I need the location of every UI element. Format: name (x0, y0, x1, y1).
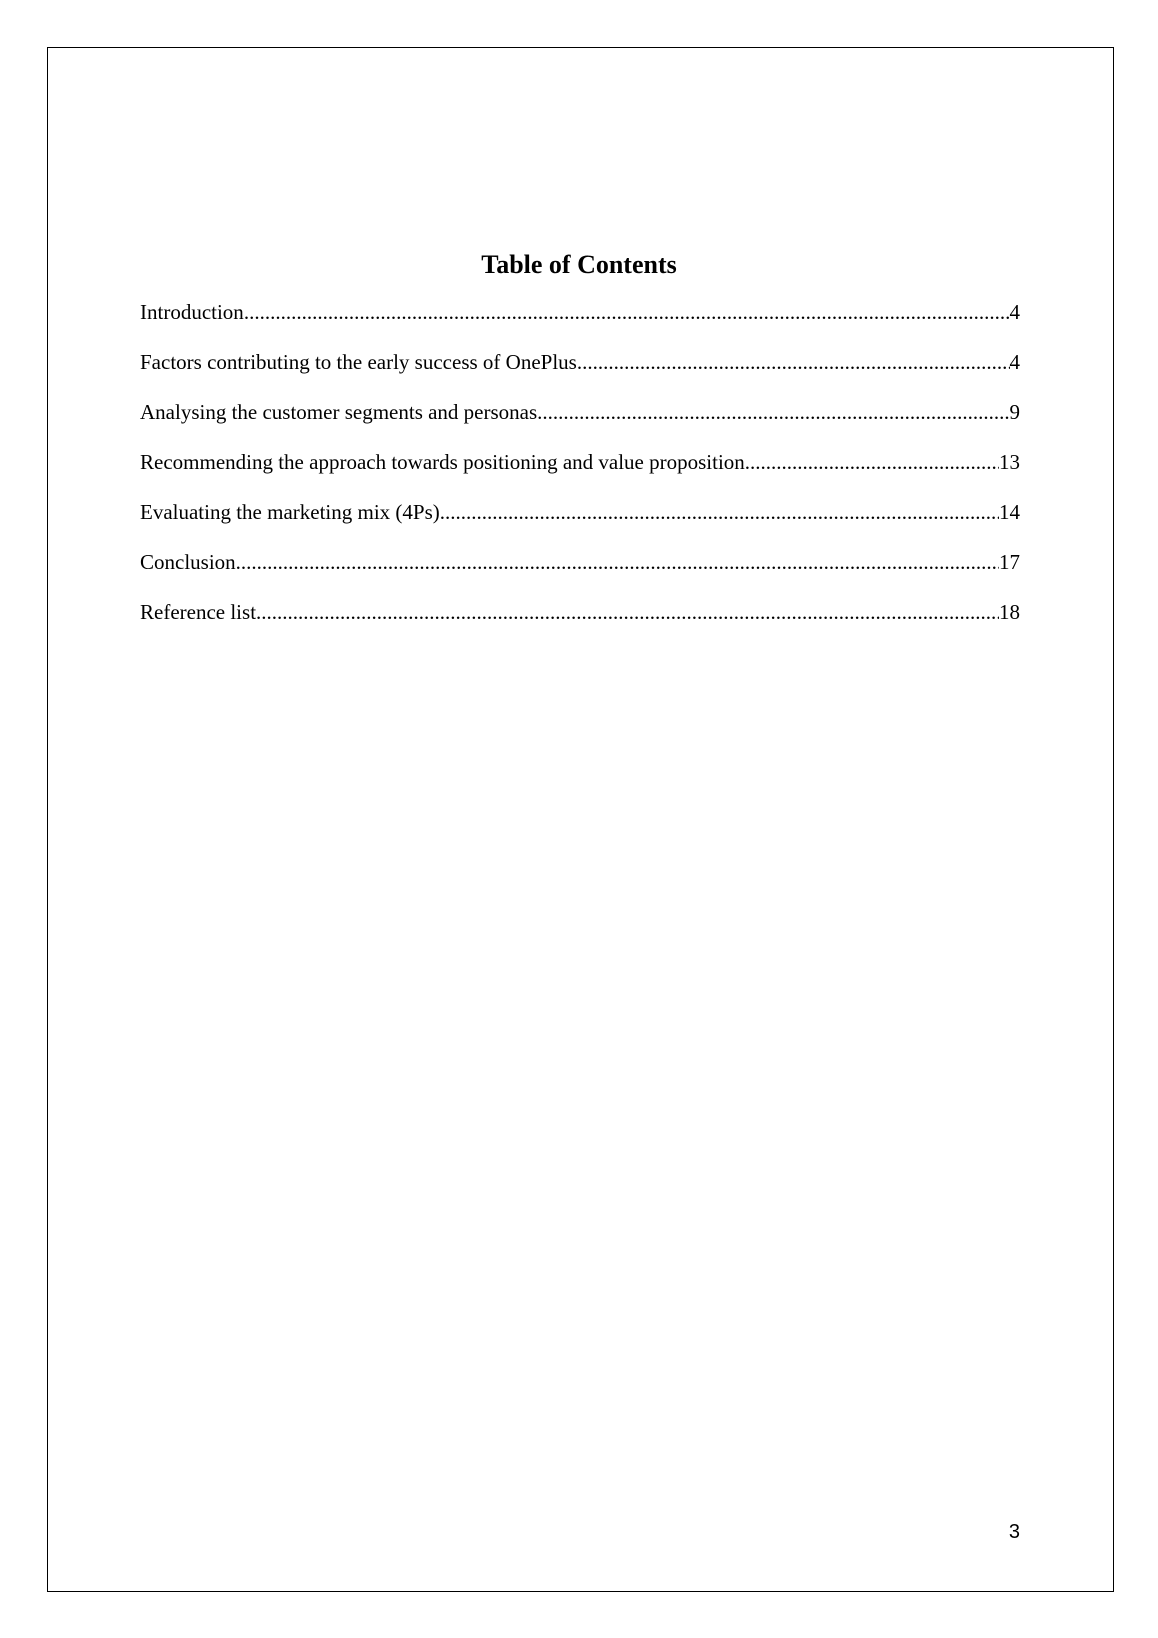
toc-entry-introduction[interactable] (140, 297, 1020, 347)
toc-dot-leader (256, 597, 999, 627)
toc-entry-text: Reference list (140, 600, 257, 624)
toc-entry-reference-list[interactable] (140, 597, 1020, 647)
toc-entry-page: 18 (999, 600, 1020, 624)
toc-entry-text: Recommending the approach towards positioning and value proposition (140, 450, 745, 474)
toc-dot-leader (537, 397, 1009, 427)
page-number: 3 (1008, 1521, 1020, 1543)
toc-entry-page: 14 (999, 500, 1020, 524)
toc-entry-text: Factors contributing to the early success of OnePlus (140, 350, 577, 374)
toc-entry-page: 4 (1009, 350, 1020, 374)
toc-dot-leader (236, 547, 999, 577)
toc-list (140, 297, 1020, 647)
toc-entry-customer-segments[interactable] (140, 397, 1020, 447)
toc-entry-factors[interactable] (140, 347, 1020, 397)
toc-entry-page: 9 (1009, 400, 1020, 424)
toc-title: Table of Contents (481, 250, 677, 279)
toc-dot-leader (244, 297, 1010, 327)
toc-entry-text: Introduction (140, 300, 244, 324)
toc-dot-leader (440, 497, 999, 527)
toc-entry-page: 4 (1009, 300, 1020, 324)
toc-entry-marketing-mix[interactable] (140, 497, 1020, 547)
toc-entry-page: 17 (999, 550, 1020, 574)
toc-entry-positioning[interactable] (140, 447, 1020, 497)
toc-entry-text: Evaluating the marketing mix (4Ps) (140, 500, 440, 524)
toc-dot-leader (745, 447, 999, 477)
toc-entry-conclusion[interactable] (140, 547, 1020, 597)
toc-entry-text: Conclusion (140, 550, 236, 574)
toc-entry-page: 13 (999, 450, 1020, 474)
toc-dot-leader (577, 347, 1010, 377)
toc-entry-text: Analysing the customer segments and personas (140, 400, 538, 424)
